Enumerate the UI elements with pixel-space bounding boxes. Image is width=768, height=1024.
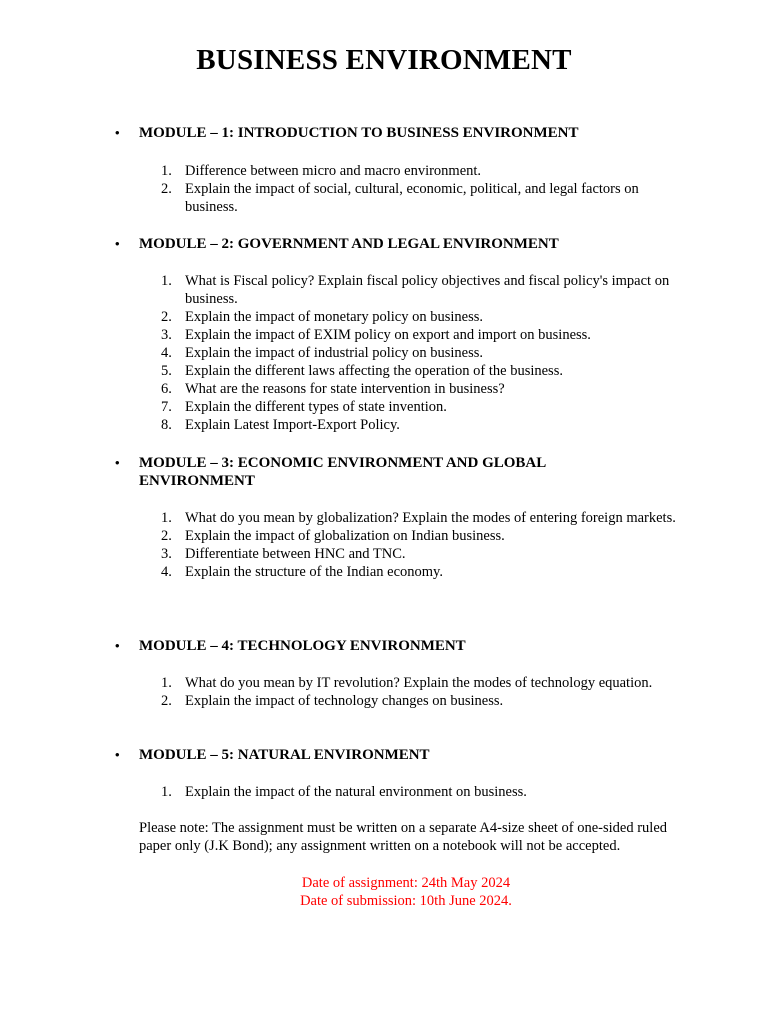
list-item: 2. Explain the impact of globalization on Indian business. (161, 528, 505, 544)
question-list (161, 783, 681, 801)
question-list (161, 509, 681, 581)
question-list (161, 272, 681, 434)
module-heading (115, 454, 609, 490)
module-heading (115, 746, 695, 764)
module-heading (115, 637, 695, 655)
list-item: 2. Explain the impact of monetary policy on business. (161, 309, 483, 325)
question-list (161, 674, 681, 710)
module-1 (115, 124, 695, 216)
module-5 (115, 746, 695, 801)
question-list (161, 162, 681, 216)
module-heading-text: MODULE – 3: ECONOMIC ENVIRONMENT AND GLOBAL ENVIRONMENT (139, 455, 546, 489)
list-item: 2. Explain the impact of technology changes on business. (161, 693, 504, 709)
list-item: 3. Differentiate between HNC and TNC. (161, 546, 406, 562)
list-item: 3. Explain the impact of EXIM policy on export and import on business. (161, 327, 591, 343)
bullet-icon: • (115, 455, 120, 470)
list-item: 8. Explain Latest Import-Export Policy. (161, 417, 400, 433)
list-item: 4. Explain the structure of the Indian economy. (161, 564, 443, 580)
bullet-icon: • (115, 125, 120, 140)
bullet-icon: • (115, 638, 120, 653)
list-item: 6. What are the reasons for state intervention in business? (161, 381, 505, 397)
assignment-note: Please note: The assignment must be written on a separate A4-size sheet of one-sided ruled paper only (J.K Bond); any assignment written on a notebook will not be accepted. (139, 820, 668, 854)
list-item: 1. Difference between micro and macro environment. (161, 163, 482, 179)
list-item: 1. What is Fiscal policy? Explain fiscal policy objectives and fiscal policy's impact on business. (161, 273, 670, 307)
module-heading-text: MODULE – 5: NATURAL ENVIRONMENT (139, 747, 430, 763)
document-title: BUSINESS ENVIRONMENT (196, 44, 572, 76)
module-3 (115, 454, 695, 581)
bullet-icon: • (115, 747, 120, 762)
module-2 (115, 235, 695, 434)
list-item: 5. Explain the different laws affecting the operation of the business. (161, 363, 563, 379)
module-heading (115, 235, 695, 253)
module-4 (115, 637, 695, 710)
list-item: 7. Explain the different types of state invention. (161, 399, 447, 415)
module-heading (115, 124, 695, 142)
assignment-dates (0, 874, 768, 910)
bullet-icon: • (115, 236, 120, 251)
module-heading-text: MODULE – 4: TECHNOLOGY ENVIRONMENT (139, 638, 466, 654)
assignment-date: Date of assignment: 24th May 2024 (301, 875, 511, 891)
module-heading-text: MODULE – 1: INTRODUCTION TO BUSINESS ENVIRONMENT (139, 125, 579, 141)
list-item: 4. Explain the impact of industrial policy on business. (161, 345, 484, 361)
submission-date: Date of submission: 10th June 2024. (300, 893, 512, 909)
list-item: 1. Explain the impact of the natural environment on business. (161, 784, 527, 800)
list-item: 1. What do you mean by IT revolution? Explain the modes of technology equation. (161, 675, 653, 691)
module-heading-text: MODULE – 2: GOVERNMENT AND LEGAL ENVIRONMENT (139, 236, 559, 252)
list-item: 1. What do you mean by globalization? Explain the modes of entering foreign markets. (161, 510, 676, 526)
list-item: 2. Explain the impact of social, cultural, economic, political, and legal factors on business. (161, 181, 639, 215)
